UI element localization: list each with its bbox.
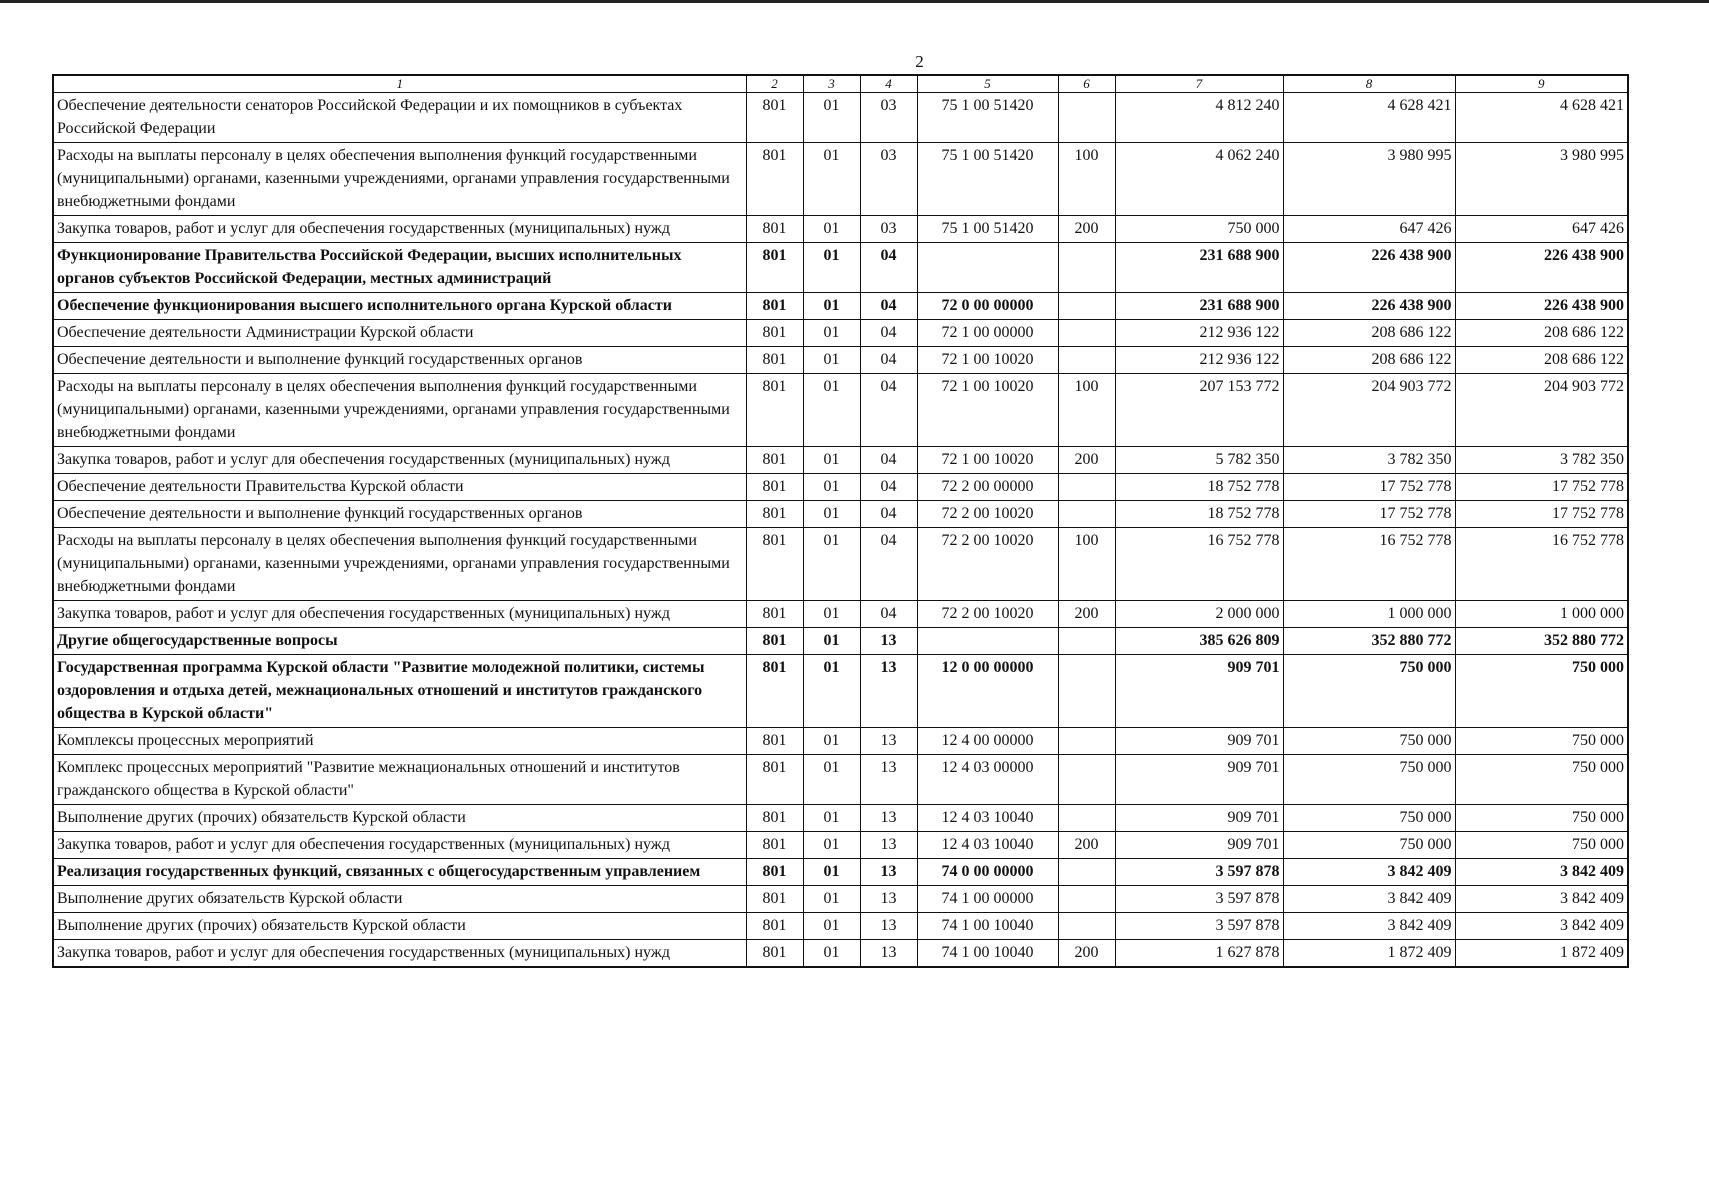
row-expense-type (1058, 474, 1115, 501)
row-amount-col8: 3 842 409 (1283, 859, 1455, 886)
row-name: Закупка товаров, работ и услуг для обеспечения государственных (муниципальных) нужд (53, 447, 746, 474)
row-admin-code: 801 (746, 655, 803, 728)
row-expense-type (1058, 243, 1115, 293)
row-section-code: 01 (803, 728, 860, 755)
row-section-code: 01 (803, 243, 860, 293)
header-cell-5: 5 (917, 75, 1058, 93)
row-amount-col7: 909 701 (1115, 655, 1283, 728)
row-section-code: 01 (803, 940, 860, 968)
table-row (53, 93, 1628, 143)
row-section-code: 01 (803, 859, 860, 886)
row-target-article: 12 4 03 00000 (917, 755, 1058, 805)
row-admin-code: 801 (746, 243, 803, 293)
row-section-code: 01 (803, 501, 860, 528)
row-amount-col8: 3 782 350 (1283, 447, 1455, 474)
row-amount-col7: 16 752 778 (1115, 528, 1283, 601)
row-amount-col8: 208 686 122 (1283, 347, 1455, 374)
header-cell-7: 7 (1115, 75, 1283, 93)
row-expense-type (1058, 859, 1115, 886)
row-name: Комплекс процессных мероприятий "Развитие межнациональных отношений и институтов гражданского общества в Курской области" (53, 755, 746, 805)
row-name: Обеспечение функционирования высшего исполнительного органа Курской области (53, 293, 746, 320)
row-amount-col9: 208 686 122 (1455, 347, 1628, 374)
row-name: Закупка товаров, работ и услуг для обеспечения государственных (муниципальных) нужд (53, 940, 746, 968)
table-row (53, 886, 1628, 913)
row-subsection-code: 13 (860, 886, 917, 913)
row-target-article: 72 1 00 10020 (917, 447, 1058, 474)
row-section-code: 01 (803, 216, 860, 243)
row-expense-type: 100 (1058, 374, 1115, 447)
row-amount-col8: 226 438 900 (1283, 293, 1455, 320)
table-row (53, 755, 1628, 805)
row-subsection-code: 04 (860, 320, 917, 347)
row-amount-col9: 226 438 900 (1455, 293, 1628, 320)
row-amount-col8: 204 903 772 (1283, 374, 1455, 447)
row-expense-type: 200 (1058, 832, 1115, 859)
table-row (53, 347, 1628, 374)
row-name: Обеспечение деятельности Администрации Курской области (53, 320, 746, 347)
row-amount-col9: 3 782 350 (1455, 447, 1628, 474)
table-row (53, 374, 1628, 447)
row-expense-type (1058, 628, 1115, 655)
row-expense-type (1058, 93, 1115, 143)
row-section-code: 01 (803, 886, 860, 913)
row-amount-col9: 3 842 409 (1455, 913, 1628, 940)
row-target-article: 72 2 00 10020 (917, 501, 1058, 528)
row-target-article: 74 1 00 10040 (917, 940, 1058, 968)
row-admin-code: 801 (746, 143, 803, 216)
row-name: Функционирование Правительства Российской Федерации, высших исполнительных органов субъектов Российской Федерации, местных администраций (53, 243, 746, 293)
table-row (53, 216, 1628, 243)
row-expense-type (1058, 728, 1115, 755)
row-target-article: 74 0 00 00000 (917, 859, 1058, 886)
row-section-code: 01 (803, 447, 860, 474)
row-amount-col8: 3 842 409 (1283, 886, 1455, 913)
row-amount-col8: 4 628 421 (1283, 93, 1455, 143)
row-expense-type (1058, 913, 1115, 940)
row-expense-type: 100 (1058, 528, 1115, 601)
row-subsection-code: 13 (860, 628, 917, 655)
row-amount-col8: 3 842 409 (1283, 913, 1455, 940)
row-name: Закупка товаров, работ и услуг для обеспечения государственных (муниципальных) нужд (53, 216, 746, 243)
header-cell-9: 9 (1455, 75, 1628, 93)
header-row (53, 75, 1628, 93)
row-section-code: 01 (803, 474, 860, 501)
row-amount-col9: 1 872 409 (1455, 940, 1628, 968)
row-amount-col8: 352 880 772 (1283, 628, 1455, 655)
row-amount-col7: 3 597 878 (1115, 886, 1283, 913)
table-row (53, 501, 1628, 528)
row-admin-code: 801 (746, 913, 803, 940)
row-expense-type (1058, 655, 1115, 728)
row-admin-code: 801 (746, 859, 803, 886)
row-subsection-code: 13 (860, 913, 917, 940)
row-amount-col7: 212 936 122 (1115, 320, 1283, 347)
row-name: Другие общегосударственные вопросы (53, 628, 746, 655)
row-subsection-code: 04 (860, 374, 917, 447)
row-admin-code: 801 (746, 501, 803, 528)
row-target-article: 74 1 00 00000 (917, 886, 1058, 913)
row-subsection-code: 13 (860, 940, 917, 968)
row-amount-col9: 3 980 995 (1455, 143, 1628, 216)
table-row (53, 601, 1628, 628)
row-amount-col8: 750 000 (1283, 755, 1455, 805)
row-name: Реализация государственных функций, связанных с общегосударственным управлением (53, 859, 746, 886)
row-admin-code: 801 (746, 940, 803, 968)
row-amount-col9: 647 426 (1455, 216, 1628, 243)
row-target-article: 72 0 00 00000 (917, 293, 1058, 320)
row-section-code: 01 (803, 93, 860, 143)
row-amount-col7: 231 688 900 (1115, 243, 1283, 293)
row-amount-col9: 208 686 122 (1455, 320, 1628, 347)
row-section-code: 01 (803, 805, 860, 832)
row-amount-col9: 352 880 772 (1455, 628, 1628, 655)
row-section-code: 01 (803, 655, 860, 728)
row-amount-col7: 909 701 (1115, 728, 1283, 755)
row-amount-col9: 4 628 421 (1455, 93, 1628, 143)
row-admin-code: 801 (746, 832, 803, 859)
row-expense-type (1058, 886, 1115, 913)
row-amount-col7: 3 597 878 (1115, 859, 1283, 886)
row-expense-type: 100 (1058, 143, 1115, 216)
row-admin-code: 801 (746, 755, 803, 805)
row-subsection-code: 03 (860, 143, 917, 216)
row-subsection-code: 13 (860, 859, 917, 886)
row-subsection-code: 03 (860, 216, 917, 243)
row-target-article: 72 2 00 00000 (917, 474, 1058, 501)
row-amount-col9: 750 000 (1455, 805, 1628, 832)
row-amount-col9: 17 752 778 (1455, 474, 1628, 501)
row-amount-col7: 909 701 (1115, 832, 1283, 859)
table-row (53, 628, 1628, 655)
row-subsection-code: 04 (860, 293, 917, 320)
row-section-code: 01 (803, 374, 860, 447)
table-row (53, 913, 1628, 940)
header-cell-6: 6 (1058, 75, 1115, 93)
row-amount-col8: 750 000 (1283, 655, 1455, 728)
row-target-article: 72 1 00 10020 (917, 347, 1058, 374)
row-expense-type (1058, 755, 1115, 805)
row-section-code: 01 (803, 601, 860, 628)
table-row (53, 320, 1628, 347)
row-section-code: 01 (803, 528, 860, 601)
row-name: Выполнение других (прочих) обязательств Курской области (53, 913, 746, 940)
table-row (53, 528, 1628, 601)
row-admin-code: 801 (746, 293, 803, 320)
row-expense-type (1058, 293, 1115, 320)
row-target-article (917, 243, 1058, 293)
row-amount-col7: 1 627 878 (1115, 940, 1283, 968)
row-target-article: 75 1 00 51420 (917, 143, 1058, 216)
row-subsection-code: 13 (860, 655, 917, 728)
row-section-code: 01 (803, 143, 860, 216)
row-target-article (917, 628, 1058, 655)
row-amount-col7: 3 597 878 (1115, 913, 1283, 940)
row-name: Расходы на выплаты персоналу в целях обеспечения выполнения функций государственными (муниципальными) органами, казенными учреждениями, органами управления государственными внебюджетными фондами (53, 528, 746, 601)
table-row (53, 143, 1628, 216)
row-amount-col8: 1 000 000 (1283, 601, 1455, 628)
row-amount-col9: 204 903 772 (1455, 374, 1628, 447)
row-name: Расходы на выплаты персоналу в целях обеспечения выполнения функций государственными (муниципальными) органами, казенными учреждениями, органами управления государственными внебюджетными фондами (53, 374, 746, 447)
row-amount-col9: 17 752 778 (1455, 501, 1628, 528)
row-amount-col7: 5 782 350 (1115, 447, 1283, 474)
row-target-article: 72 1 00 10020 (917, 374, 1058, 447)
row-subsection-code: 13 (860, 755, 917, 805)
budget-table (52, 74, 1629, 968)
row-admin-code: 801 (746, 528, 803, 601)
row-admin-code: 801 (746, 347, 803, 374)
row-amount-col9: 750 000 (1455, 755, 1628, 805)
row-admin-code: 801 (746, 216, 803, 243)
row-amount-col7: 212 936 122 (1115, 347, 1283, 374)
row-amount-col8: 1 872 409 (1283, 940, 1455, 968)
row-name: Комплексы процессных мероприятий (53, 728, 746, 755)
row-amount-col8: 750 000 (1283, 832, 1455, 859)
row-amount-col9: 226 438 900 (1455, 243, 1628, 293)
row-amount-col9: 750 000 (1455, 832, 1628, 859)
row-admin-code: 801 (746, 93, 803, 143)
table-row (53, 859, 1628, 886)
row-admin-code: 801 (746, 628, 803, 655)
row-amount-col7: 231 688 900 (1115, 293, 1283, 320)
row-admin-code: 801 (746, 886, 803, 913)
header-cell-8: 8 (1283, 75, 1455, 93)
row-amount-col9: 750 000 (1455, 728, 1628, 755)
row-amount-col9: 3 842 409 (1455, 859, 1628, 886)
row-amount-col7: 909 701 (1115, 755, 1283, 805)
row-amount-col8: 3 980 995 (1283, 143, 1455, 216)
table-row (53, 243, 1628, 293)
table-row (53, 832, 1628, 859)
table-row (53, 655, 1628, 728)
row-name: Выполнение других (прочих) обязательств Курской области (53, 805, 746, 832)
row-target-article: 12 4 03 10040 (917, 805, 1058, 832)
row-amount-col7: 750 000 (1115, 216, 1283, 243)
row-section-code: 01 (803, 913, 860, 940)
row-amount-col8: 226 438 900 (1283, 243, 1455, 293)
table-body (53, 93, 1628, 968)
row-admin-code: 801 (746, 474, 803, 501)
scan-edge (0, 0, 1709, 3)
row-amount-col9: 16 752 778 (1455, 528, 1628, 601)
row-target-article: 72 1 00 00000 (917, 320, 1058, 347)
row-target-article: 75 1 00 51420 (917, 216, 1058, 243)
row-section-code: 01 (803, 628, 860, 655)
row-name: Выполнение других обязательств Курской области (53, 886, 746, 913)
row-section-code: 01 (803, 293, 860, 320)
row-amount-col9: 3 842 409 (1455, 886, 1628, 913)
table-row (53, 474, 1628, 501)
row-expense-type: 200 (1058, 447, 1115, 474)
row-name: Обеспечение деятельности и выполнение функций государственных органов (53, 501, 746, 528)
row-name: Расходы на выплаты персоналу в целях обеспечения выполнения функций государственными (муниципальными) органами, казенными учреждениями, органами управления государственными внебюджетными фондами (53, 143, 746, 216)
row-subsection-code: 13 (860, 832, 917, 859)
row-expense-type: 200 (1058, 601, 1115, 628)
row-subsection-code: 04 (860, 501, 917, 528)
row-subsection-code: 03 (860, 93, 917, 143)
row-admin-code: 801 (746, 805, 803, 832)
row-amount-col7: 2 000 000 (1115, 601, 1283, 628)
table-row (53, 728, 1628, 755)
table-row (53, 293, 1628, 320)
row-amount-col7: 18 752 778 (1115, 501, 1283, 528)
row-target-article: 72 2 00 10020 (917, 528, 1058, 601)
row-target-article: 12 0 00 00000 (917, 655, 1058, 728)
header-cell-1: 1 (53, 75, 746, 93)
row-name: Государственная программа Курской области "Развитие молодежной политики, системы оздоровления и отдыха детей, межнациональных отношений и институтов гражданского общества в Курской области" (53, 655, 746, 728)
page-number: 2 (915, 52, 924, 71)
row-target-article: 12 4 03 10040 (917, 832, 1058, 859)
row-expense-type (1058, 805, 1115, 832)
row-expense-type: 200 (1058, 940, 1115, 968)
row-subsection-code: 13 (860, 805, 917, 832)
row-amount-col9: 750 000 (1455, 655, 1628, 728)
row-expense-type: 200 (1058, 216, 1115, 243)
row-subsection-code: 04 (860, 347, 917, 374)
row-name: Обеспечение деятельности сенаторов Российской Федерации и их помощников в субъектах Российской Федерации (53, 93, 746, 143)
row-admin-code: 801 (746, 447, 803, 474)
row-target-article: 75 1 00 51420 (917, 93, 1058, 143)
row-amount-col7: 207 153 772 (1115, 374, 1283, 447)
row-subsection-code: 04 (860, 447, 917, 474)
row-section-code: 01 (803, 320, 860, 347)
row-name: Закупка товаров, работ и услуг для обеспечения государственных (муниципальных) нужд (53, 601, 746, 628)
header-cell-4: 4 (860, 75, 917, 93)
row-section-code: 01 (803, 755, 860, 805)
row-amount-col8: 750 000 (1283, 728, 1455, 755)
table-row (53, 805, 1628, 832)
row-subsection-code: 13 (860, 728, 917, 755)
row-admin-code: 801 (746, 728, 803, 755)
row-admin-code: 801 (746, 320, 803, 347)
row-amount-col7: 4 812 240 (1115, 93, 1283, 143)
row-amount-col9: 1 000 000 (1455, 601, 1628, 628)
row-amount-col8: 208 686 122 (1283, 320, 1455, 347)
row-amount-col8: 17 752 778 (1283, 474, 1455, 501)
table-row (53, 940, 1628, 968)
row-admin-code: 801 (746, 601, 803, 628)
row-amount-col8: 17 752 778 (1283, 501, 1455, 528)
row-name: Обеспечение деятельности и выполнение функций государственных органов (53, 347, 746, 374)
row-amount-col7: 385 626 809 (1115, 628, 1283, 655)
row-expense-type (1058, 320, 1115, 347)
row-section-code: 01 (803, 832, 860, 859)
table-row (53, 447, 1628, 474)
row-amount-col7: 4 062 240 (1115, 143, 1283, 216)
row-expense-type (1058, 501, 1115, 528)
row-expense-type (1058, 347, 1115, 374)
row-section-code: 01 (803, 347, 860, 374)
row-amount-col7: 909 701 (1115, 805, 1283, 832)
row-target-article: 74 1 00 10040 (917, 913, 1058, 940)
row-target-article: 12 4 00 00000 (917, 728, 1058, 755)
row-subsection-code: 04 (860, 474, 917, 501)
row-amount-col8: 16 752 778 (1283, 528, 1455, 601)
row-subsection-code: 04 (860, 528, 917, 601)
row-amount-col8: 750 000 (1283, 805, 1455, 832)
row-amount-col8: 647 426 (1283, 216, 1455, 243)
header-cell-3: 3 (803, 75, 860, 93)
header-cell-2: 2 (746, 75, 803, 93)
row-target-article: 72 2 00 10020 (917, 601, 1058, 628)
row-subsection-code: 04 (860, 601, 917, 628)
row-subsection-code: 04 (860, 243, 917, 293)
row-name: Обеспечение деятельности Правительства Курской области (53, 474, 746, 501)
row-amount-col7: 18 752 778 (1115, 474, 1283, 501)
row-admin-code: 801 (746, 374, 803, 447)
row-name: Закупка товаров, работ и услуг для обеспечения государственных (муниципальных) нужд (53, 832, 746, 859)
